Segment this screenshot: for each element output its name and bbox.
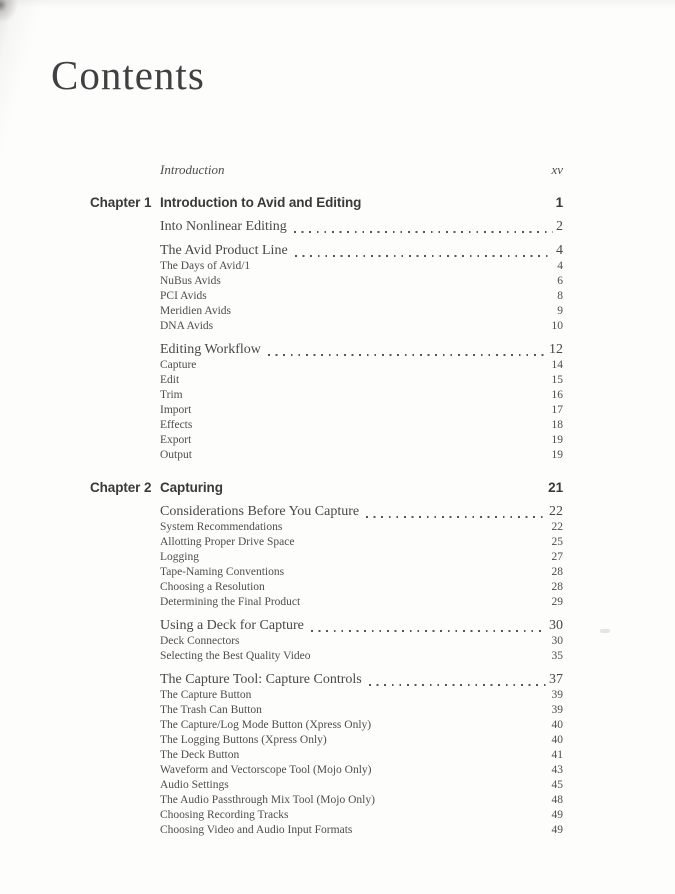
sub-title: Logging [160, 551, 199, 563]
page-number: 12 [549, 342, 563, 357]
section-title: Considerations Before You Capture [160, 504, 360, 519]
subsection-row [90, 823, 563, 838]
section-row [90, 618, 563, 634]
subsection-row [90, 718, 563, 733]
subsection-row [90, 565, 563, 580]
dot-leader [295, 255, 553, 257]
page-number: 30 [551, 635, 563, 647]
page-number: 49 [551, 809, 563, 821]
subsection-row [90, 520, 563, 535]
subsection-row [90, 304, 563, 319]
subsection-row [90, 289, 563, 304]
subsection-row [90, 703, 563, 718]
page-number: 21 [548, 480, 563, 495]
sub-title: Choosing Video and Audio Input Formats [160, 824, 353, 836]
subsection-row [90, 319, 563, 334]
subsection-row [90, 259, 563, 274]
page-number: 45 [551, 779, 563, 791]
section-row [90, 504, 563, 520]
page-number: 9 [557, 305, 563, 317]
page-number: 6 [557, 275, 563, 287]
subsection-row [90, 595, 563, 610]
page-number: 41 [551, 749, 563, 761]
sub-title: Audio Settings [160, 779, 229, 791]
page-number: 28 [551, 566, 563, 578]
subsection-row [90, 448, 563, 463]
front-matter-row [90, 162, 563, 178]
sub-title: PCI Avids [160, 290, 207, 302]
sub-title: Export [160, 434, 192, 446]
subsection-row [90, 418, 563, 433]
chapter-title: Introduction to Avid and Editing [160, 195, 362, 210]
sub-title: Choosing a Resolution [160, 581, 265, 593]
section-title: The Capture Tool: Capture Controls [160, 672, 362, 687]
section-title: Editing Workflow [160, 342, 261, 357]
section-row [90, 243, 563, 259]
sub-title: The Capture Button [160, 689, 252, 701]
sub-title: The Capture/Log Mode Button (Xpress Only) [160, 719, 372, 731]
subsection-row [90, 535, 563, 550]
page-number: 29 [551, 596, 563, 608]
page-number: 4 [556, 243, 563, 258]
sub-title: The Deck Button [160, 749, 240, 761]
page-number: 2 [556, 219, 563, 234]
page-number: 19 [551, 434, 563, 446]
page-number: 18 [551, 419, 563, 431]
page-number: 22 [549, 504, 563, 519]
chapter-title: Capturing [160, 480, 223, 495]
subsection-row [90, 373, 563, 388]
page-number: 39 [551, 704, 563, 716]
section-title: Using a Deck for Capture [160, 618, 304, 633]
chapter-row [90, 194, 563, 211]
sub-title: Effects [160, 419, 193, 431]
page-number: 8 [557, 290, 563, 302]
page-number: 27 [551, 551, 563, 563]
dot-leader [268, 354, 546, 356]
subsection-row [90, 733, 563, 748]
sub-title: The Trash Can Button [160, 704, 262, 716]
sub-title: Trim [160, 389, 183, 401]
sub-title: Edit [160, 374, 180, 386]
subsection-row [90, 793, 563, 808]
sub-title: Deck Connectors [160, 635, 240, 647]
page-number: xv [551, 162, 563, 177]
page-number: 37 [549, 672, 563, 687]
dot-leader [366, 516, 546, 518]
page-number: 15 [551, 374, 563, 386]
page-number: 35 [551, 650, 563, 662]
subsection-row [90, 388, 563, 403]
page-number: 28 [551, 581, 563, 593]
page-number: 43 [551, 764, 563, 776]
page-number: 14 [551, 359, 563, 371]
sub-title: Output [160, 449, 192, 461]
dot-leader [294, 231, 553, 233]
page-number: 22 [551, 521, 563, 533]
sub-title: System Recommendations [160, 521, 283, 533]
dot-leader [311, 630, 546, 632]
section-row [90, 342, 563, 358]
page-number: 40 [551, 719, 563, 731]
front-title: Introduction [160, 162, 225, 177]
page-number: 17 [551, 404, 563, 416]
sub-title: Waveform and Vectorscope Tool (Mojo Only) [160, 764, 372, 776]
subsection-row [90, 580, 563, 595]
sub-title: The Days of Avid/1 [160, 260, 251, 272]
sub-title: Import [160, 404, 192, 416]
subsection-row [90, 634, 563, 649]
subsection-row [90, 778, 563, 793]
subsection-row [90, 274, 563, 289]
page-number: 30 [549, 618, 563, 633]
section-row [90, 672, 563, 688]
dot-leader [369, 684, 546, 686]
section-title: The Avid Product Line [160, 243, 288, 258]
page-number: 48 [551, 794, 563, 806]
page-number: 19 [551, 449, 563, 461]
chapter-row [90, 479, 563, 496]
page-number: 49 [551, 824, 563, 836]
page-number: 4 [557, 260, 563, 272]
chapter-label: Chapter 1 [90, 195, 152, 210]
sub-title: Choosing Recording Tracks [160, 809, 289, 821]
page-number: 39 [551, 689, 563, 701]
subsection-row [90, 403, 563, 418]
scan-smudge-mark [600, 629, 610, 633]
subsection-row [90, 808, 563, 823]
page-number: 1 [555, 195, 563, 210]
sub-title: DNA Avids [160, 320, 214, 332]
page-title: Contents [51, 52, 205, 98]
subsection-row [90, 550, 563, 565]
page-number: 16 [551, 389, 563, 401]
sub-title: Tape-Naming Conventions [160, 566, 285, 578]
sub-title: Determining the Final Product [160, 596, 301, 608]
chapter-label: Chapter 2 [90, 480, 152, 495]
sub-title: Selecting the Best Quality Video [160, 650, 311, 662]
sub-title: The Audio Passthrough Mix Tool (Mojo Only) [160, 794, 375, 806]
subsection-row [90, 763, 563, 778]
subsection-row [90, 748, 563, 763]
sub-title: Capture [160, 359, 197, 371]
page-number: 25 [551, 536, 563, 548]
sub-title: The Logging Buttons (Xpress Only) [160, 734, 327, 746]
subsection-row [90, 358, 563, 373]
subsection-row [90, 688, 563, 703]
toc [90, 162, 563, 838]
subsection-row [90, 649, 563, 664]
page-number: 40 [551, 734, 563, 746]
page-number: 10 [551, 320, 563, 332]
section-title: Into Nonlinear Editing [160, 219, 287, 234]
subsection-row [90, 433, 563, 448]
sub-title: Meridien Avids [160, 305, 232, 317]
sub-title: Allotting Proper Drive Space [160, 536, 295, 548]
sub-title: NuBus Avids [160, 275, 221, 287]
section-row [90, 219, 563, 235]
